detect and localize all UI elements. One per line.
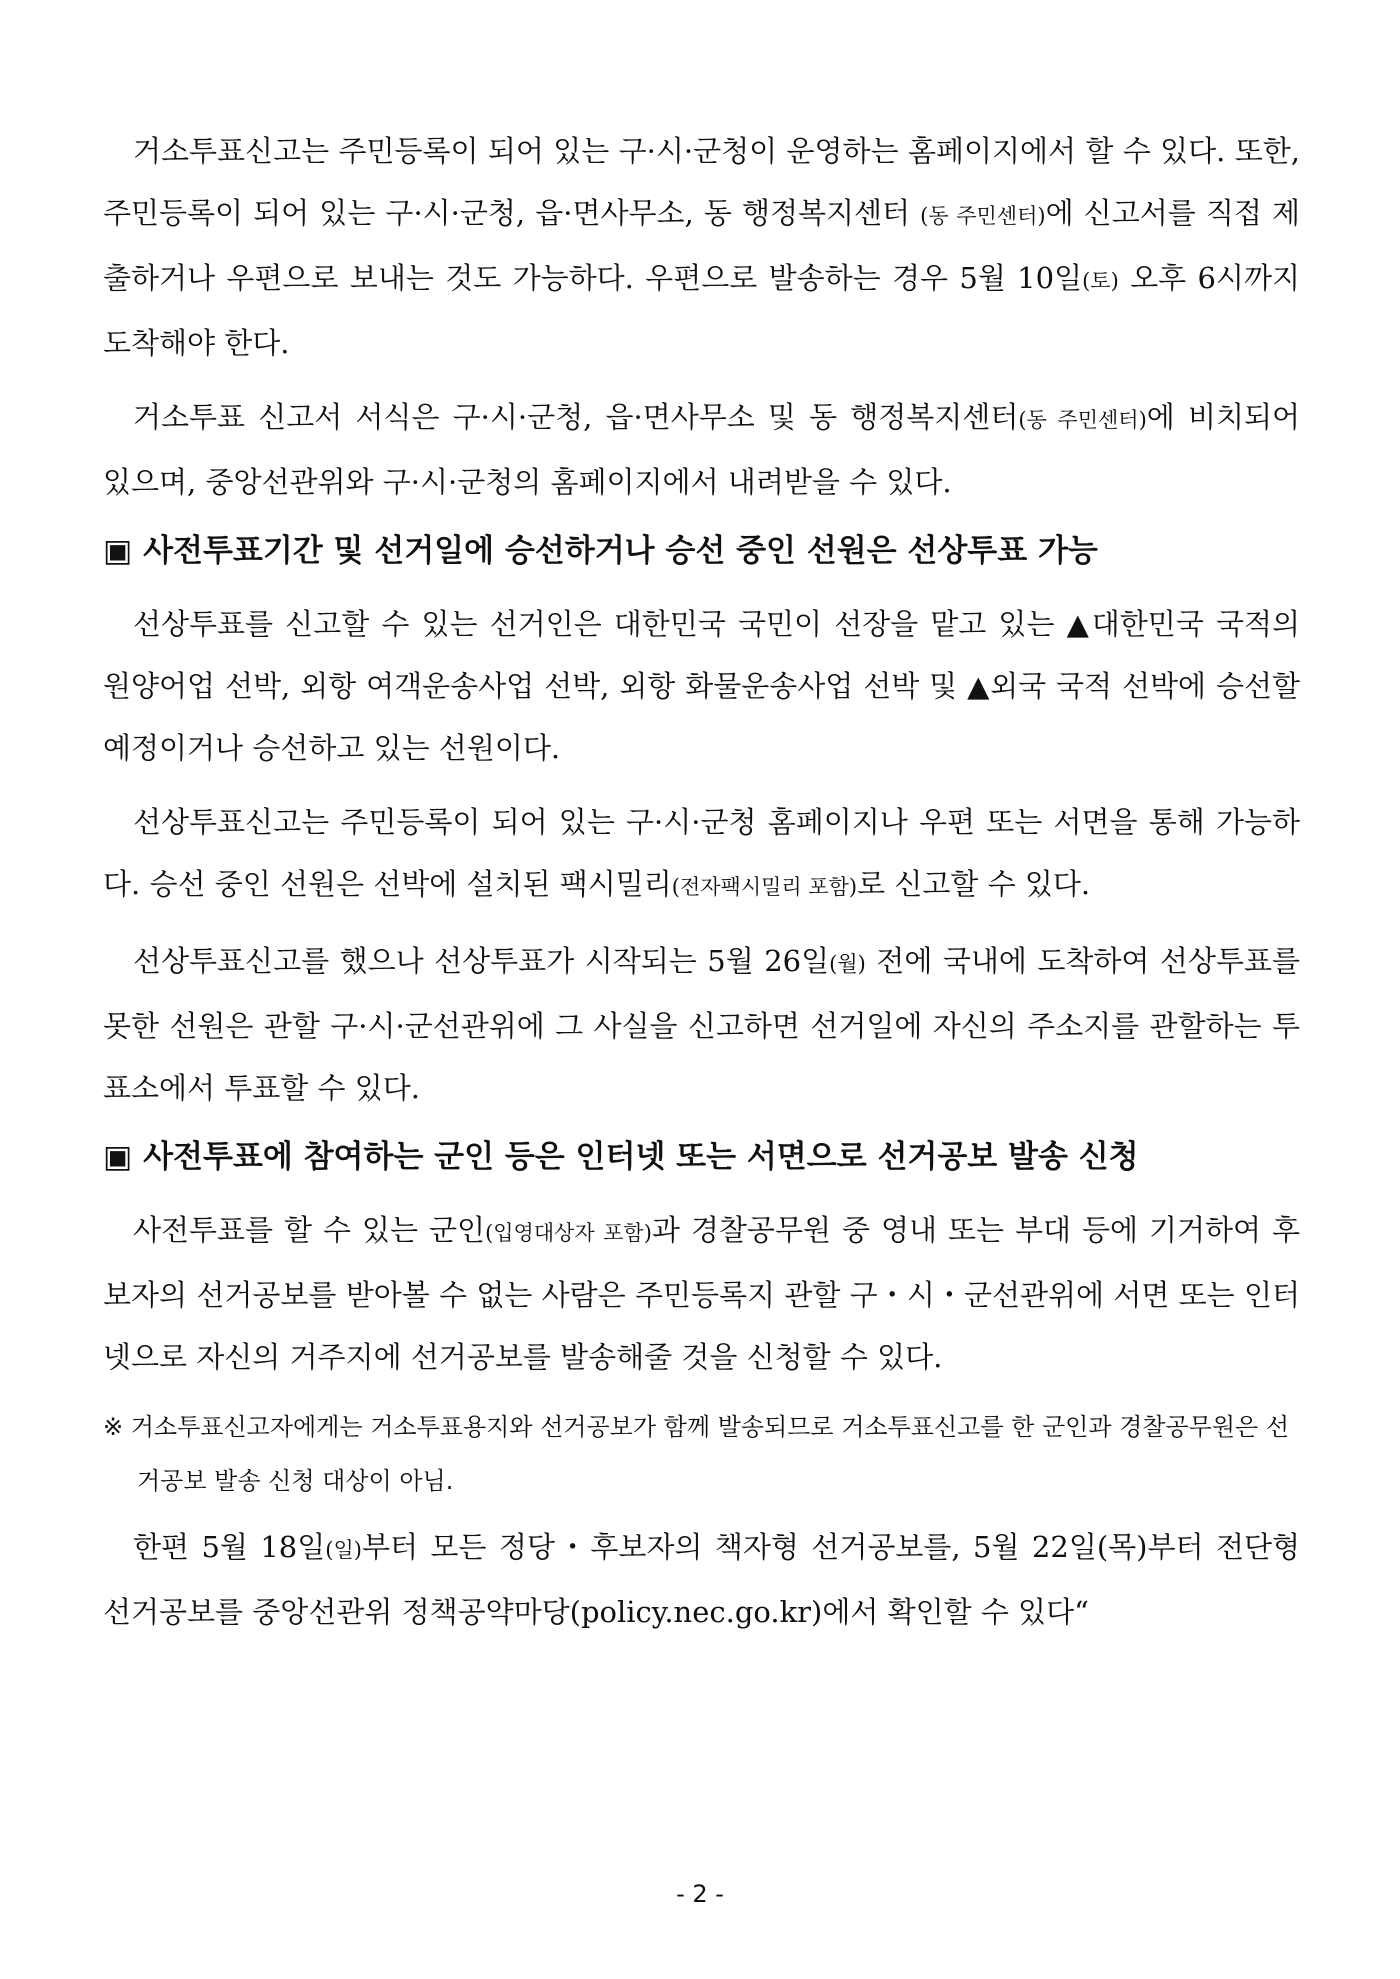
paragraph-absentee-report-methods: [103, 120, 1300, 374]
note-absentee-bulletin: ※ 거소투표신고자에게는 거소투표용지와 선거공보가 함께 발송되므로 거소투표신고를 한 군인과 경찰공무원은 선거공보 발송 신청 대상이 아님.: [103, 1413, 1290, 1495]
text-run: 전에 국내에 도착하여 선상투표를 못한 선원은 관할 구·시·군선관위에 그 사실을 신고하면 선거일에 자신의 주소지를 관할하는 투표소에서 투표할 수 있다.: [103, 944, 1300, 1105]
text-run: 과 경찰공무원 중 영내 또는 부대 등에 기거하여 후보자의 선거공보를 받아볼 수 없는 사람은 주민등록지 관할 구・시・군선관위에 서면 또는 인터넷으로 자신의 거주지에 선거공보를 발송해줄 것을 신청할 수 있다.: [103, 1213, 1301, 1374]
small-text: (일): [325, 1538, 362, 1562]
small-text: (입영대상자 포함): [485, 1221, 652, 1245]
text-run: 거소투표 신고서 서식은 구·시·군청, 읍·면사무소 및 동 행정복지센터: [133, 400, 1019, 434]
section-heading-shipboard-voting: ▣ 사전투표기간 및 선거일에 승선하거나 승선 중인 선원은 선상투표 가능: [103, 533, 1098, 569]
text-run: 사전투표를 할 수 있는 군인: [133, 1213, 486, 1247]
text-run: 오후 6시까지 도착해야 한다.: [103, 261, 1300, 360]
small-text: (토): [1082, 269, 1119, 293]
page-number: - 2 -: [676, 1880, 724, 1908]
paragraph-absentee-form: [103, 386, 1300, 513]
paragraph-shipboard-report: [103, 791, 1300, 918]
paragraph-bulletin-online: [103, 1516, 1300, 1643]
small-text: (동 주민센터): [920, 204, 1046, 228]
section-heading-military-bulletin: ▣ 사전투표에 참여하는 군인 등은 인터넷 또는 서면으로 선거공보 발송 신청: [103, 1139, 1139, 1175]
text-run: 에 신고서를 직접 제출하거나 우편으로 보내는 것도 가능하다. 우편으로 발송하는 경우 5월 10일: [103, 196, 1300, 295]
paragraph-military-bulletin: [103, 1199, 1300, 1388]
text-run: 에 비치되어 있으며, 중앙선관위와 구·시·군청의 홈페이지에서 내려받을 수 있다.: [103, 400, 1301, 499]
small-text: (전자팩시밀리 포함): [671, 875, 858, 899]
text-run: 선상투표신고는 주민등록이 되어 있는 구·시·군청 홈페이지나 우편 또는 서면을 통해 가능하다. 승선 중인 선원은 선박에 설치된 팩시밀리: [103, 805, 1300, 901]
small-text: (월): [829, 952, 866, 976]
small-text: (동 주민센터): [1018, 408, 1147, 432]
text-run: 부터 모든 정당・후보자의 책자형 선거공보를, 5월 22일(목)부터 전단형 선거공보를 중앙선관위 정책공약마당(policy.nec.go.kr)에서 확인할 수 있다“: [103, 1530, 1300, 1629]
text-run: 거소투표신고는 주민등록이 되어 있는 구·시·군청이 운영하는 홈페이지에서 할 수 있다. 또한, 주민등록이 되어 있는 구·시·군청, 읍·면사무소, 동 행정복지센터: [103, 134, 1300, 230]
paragraph-shipboard-return: [103, 930, 1300, 1119]
paragraph-shipboard-eligibility: 선상투표를 신고할 수 있는 선거인은 대한민국 국민이 선장을 맡고 있는 ▲대한민국 국적의 원양어업 선박, 외항 여객운송사업 선박, 외항 화물운송사업 선박 및 ▲외국 국적 선박에 승선할 예정이거나 승선하고 있는 선원이다.: [103, 607, 1300, 765]
text-run: 로 신고할 수 있다.: [857, 867, 1091, 901]
text-run: 선상투표신고를 했으나 선상투표가 시작되는 5월 26일: [133, 944, 830, 978]
text-run: 한편 5월 18일: [133, 1530, 326, 1564]
